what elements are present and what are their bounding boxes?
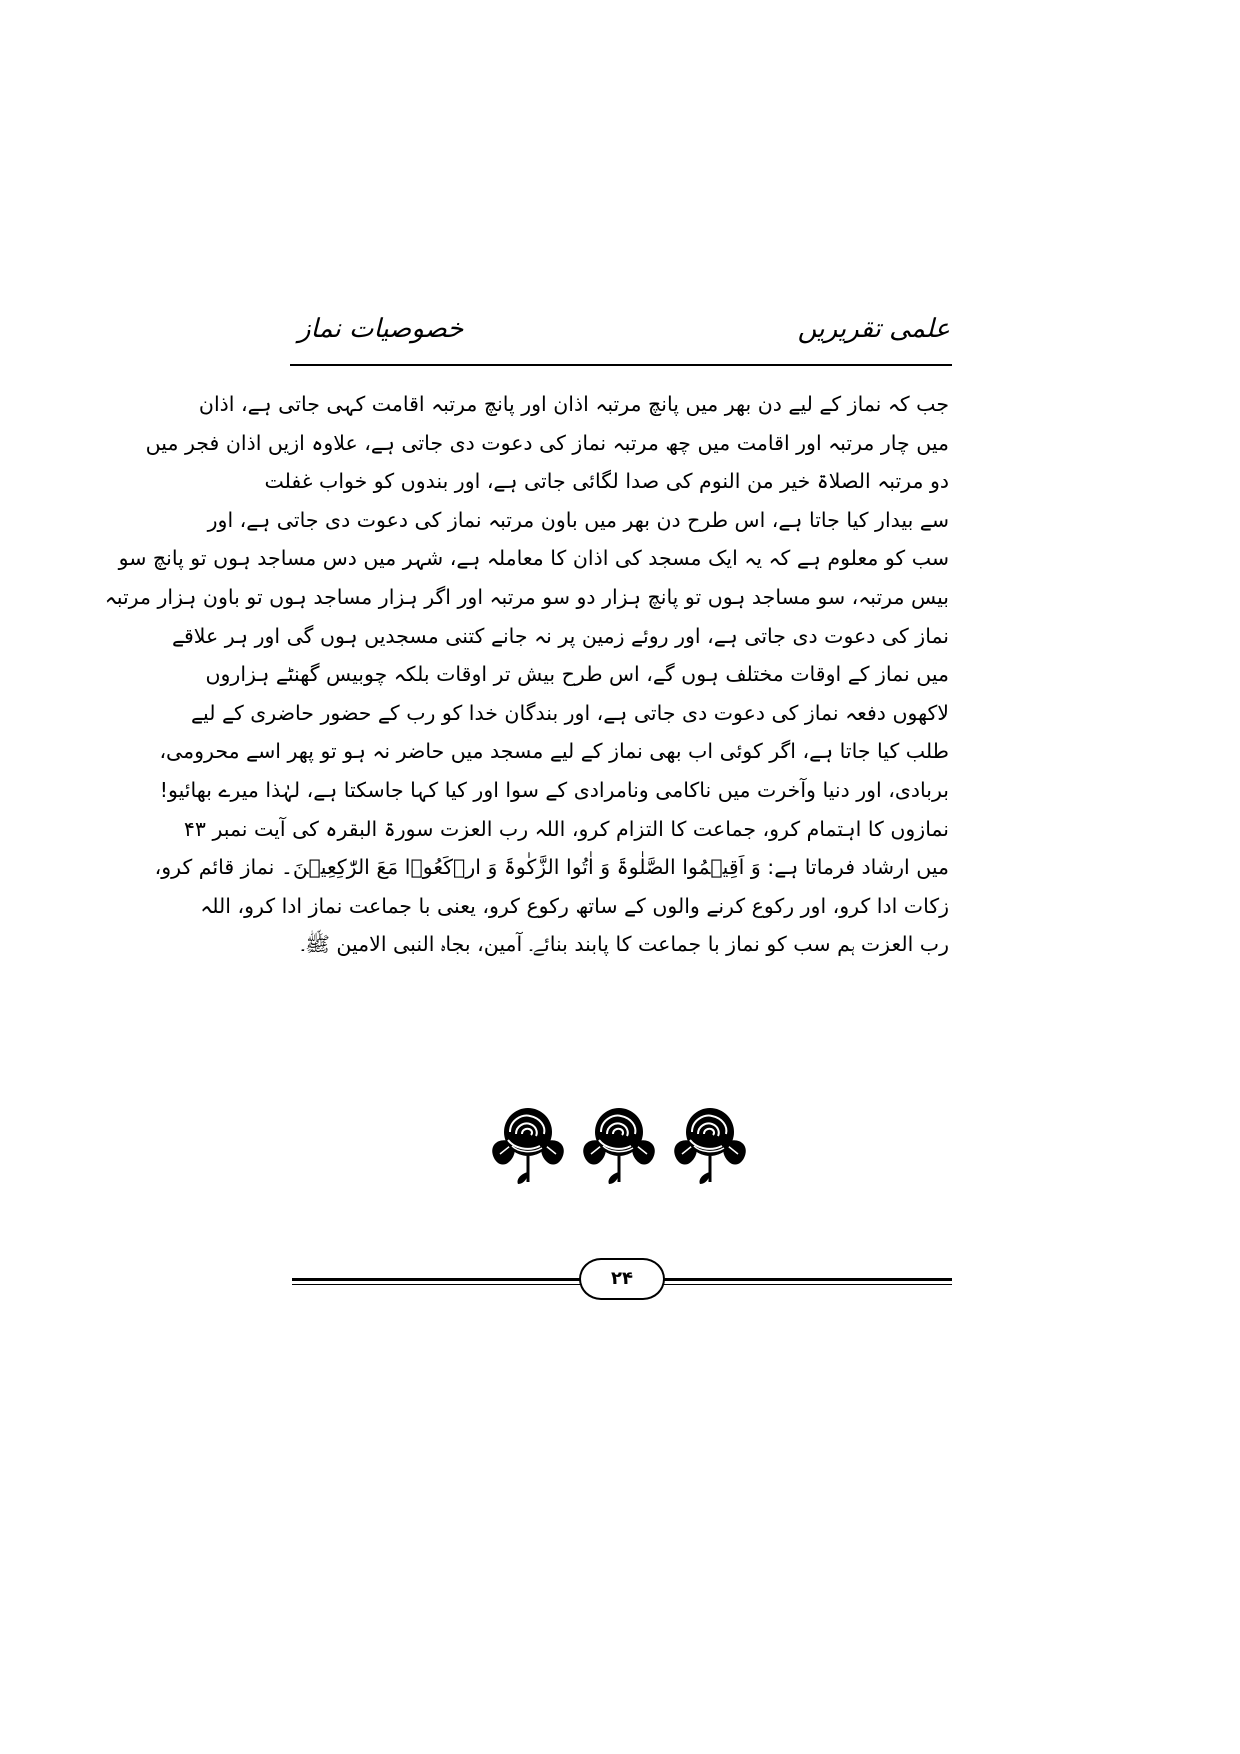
- rose-icon: [583, 1108, 655, 1184]
- book-title: علمی تقریریں: [797, 314, 950, 344]
- chapter-title: خصوصیات نماز: [298, 314, 464, 344]
- page-number: ۲۴: [579, 1258, 665, 1300]
- text-line: جب کہ نماز کے لیے دن بھر میں پانچ مرتبہ اذان اور پانچ مرتبہ اقامت کہی جاتی ہے، اذان: [198, 392, 949, 416]
- text-line: طلب کیا جاتا ہے، اگر کوئی اب بھی نماز کے لیے مسجد میں حاضر نہ ہو تو پھر اسے محرومی،: [159, 739, 949, 764]
- text-line: دو مرتبہ الصلاۃ خیر من النوم کی صدا لگائی جاتی ہے، اور بندوں کو خواب غفلت: [264, 469, 949, 494]
- text-line: نماز کی دعوت دی جاتی ہے، اور روئے زمین پر نہ جانے کتنی مسجدیں ہوں گی اور ہر علاقے: [171, 623, 949, 648]
- page-header: [290, 308, 952, 374]
- text-line: سب کو معلوم ہے کہ یہ ایک مسجد کی اذان کا معاملہ ہے، شہر میں دس مساجد ہوں تو پانچ سو: [118, 546, 949, 571]
- text-line: میں چار مرتبہ اور اقامت میں چھ مرتبہ نماز کی دعوت دی جاتی ہے، علاوہ ازیں اذان فجر میں: [145, 430, 949, 455]
- text-line: میں نماز کے اوقات مختلف ہوں گے، اس طرح بیش تر اوقات بلکہ چوبیس گھنٹے ہزاروں: [205, 662, 949, 687]
- text-line: نمازوں کا اہتمام کرو، جماعت کا التزام کرو، اللہ رب العزت سورۃ البقرہ کی آیت نمبر ۴۳: [183, 816, 949, 841]
- text-line: میں ارشاد فرماتا ہے: وَ اَقِیۡمُوا الصَّلٰوۃَ وَ اٰتُوا الزَّکٰوۃَ وَ ارۡکَعُوۡا مَعَ الرّٰکِعِیۡنَ۔ نماز قائم کرو،: [154, 855, 949, 880]
- text-line: سے بیدار کیا جاتا ہے، اس طرح دن بھر میں باون مرتبہ نماز کی دعوت دی جاتی ہے، اور: [207, 507, 949, 532]
- ornament-row: [488, 1102, 750, 1188]
- text-line: زکات ادا کرو، اور رکوع کرنے والوں کے ساتھ رکوع کرو، یعنی با جماعت نماز ادا کرو، اللہ: [200, 893, 949, 918]
- text-line: رب العزت ہم سب کو نماز با جماعت کا پابند بنائے۔ آمین، بجاہ النبی الامین ﷺ۔: [300, 932, 949, 957]
- text-line: بربادی، اور دنیا وآخرت میں ناکامی ونامرادی کے سوا اور کیا کہا جاسکتا ہے، لہٰذا میرے بھائیو!: [159, 777, 949, 802]
- text-line: لاکھوں دفعہ نماز کی دعوت دی جاتی ہے، اور بندگان خدا کو رب کے حضور حاضری کے لیے: [191, 700, 949, 725]
- rose-ornaments: [488, 1102, 750, 1188]
- header-rule: [290, 364, 952, 366]
- page-footer: [292, 1258, 952, 1322]
- text-line: بیس مرتبہ، سو مساجد ہوں تو پانچ ہزار دو سو مرتبہ اور اگر ہزار مساجد ہوں تو باون ہزار مرتبہ: [104, 584, 949, 609]
- rose-icon: [492, 1108, 564, 1184]
- body-paragraph: [104, 385, 949, 1025]
- rose-icon: [674, 1108, 746, 1184]
